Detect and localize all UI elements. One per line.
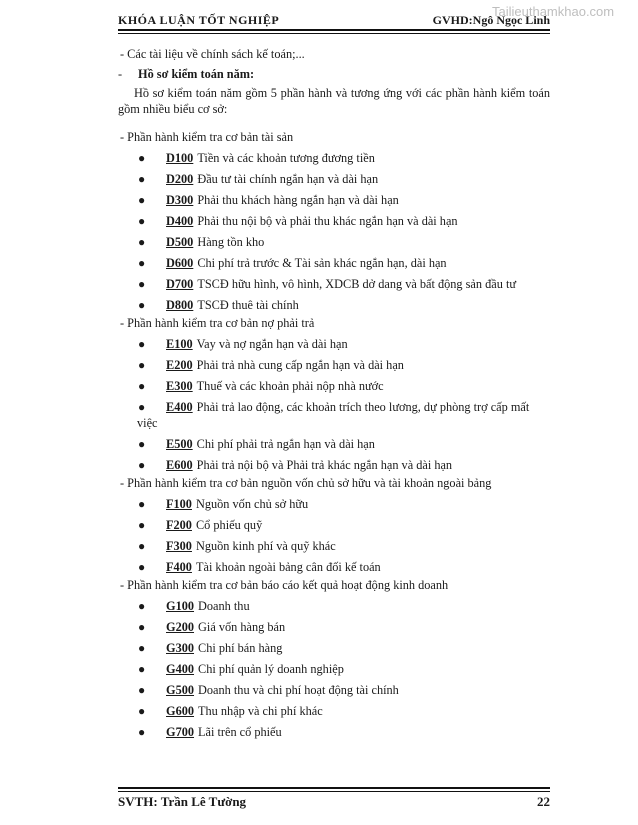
section-title: - Phần hành kiểm tra cơ bản nguồn vốn chủ sở hữu và tài khoản ngoài bảng (120, 476, 492, 491)
section-title: - Phần hành kiểm tra cơ bản báo cáo kết quả hoạt động kinh doanh (120, 578, 449, 593)
list-item (118, 150, 550, 166)
item-text: Chi phí bán hàng (198, 641, 283, 656)
list-item (118, 336, 550, 352)
list-item (118, 276, 550, 292)
bullet-icon: ● (138, 400, 146, 415)
item-text: Phải trả nhà cung cấp ngắn hạn và dài hạn (196, 358, 404, 373)
item-text: Phải thu nội bộ và phải thu khác ngắn hạn và dài hạn (197, 214, 458, 229)
page-body (118, 46, 550, 740)
item-code: G700 (166, 725, 195, 740)
item-code: E500 (166, 437, 193, 452)
item-code: G100 (166, 599, 195, 614)
bullet-icon: ● (138, 437, 146, 452)
bullet-icon: ● (138, 662, 146, 677)
item-text: Hàng tồn kho (197, 235, 265, 250)
list-item (118, 598, 550, 614)
list-item (118, 255, 550, 271)
item-code: E400 (166, 400, 193, 415)
item-list (118, 598, 550, 740)
item-code: G400 (166, 662, 195, 677)
item-text: TSCĐ thuê tài chính (197, 298, 299, 313)
item-text: Chi phí trả trước & Tài sản khác ngắn hạn, dài hạn (197, 256, 447, 271)
item-text: Phải thu khách hàng ngắn hạn và dài hạn (197, 193, 399, 208)
item-list (118, 496, 550, 575)
bullet-icon: ● (138, 539, 146, 554)
item-text: Nguồn kinh phí và quỹ khác (195, 539, 336, 554)
section-block (118, 475, 550, 575)
footer-rule-thick (118, 787, 550, 789)
list-item (118, 192, 550, 208)
list-item (118, 234, 550, 250)
item-text: TSCĐ hữu hình, vô hình, XDCB dở dang và bất động sản đầu tư (197, 277, 517, 292)
item-code: E100 (166, 337, 193, 352)
bullet-icon: ● (138, 256, 146, 271)
item-code: D200 (166, 172, 194, 187)
bullet-icon: ● (138, 599, 146, 614)
item-text-continuation: việc (137, 416, 158, 431)
header-rule-thick (118, 29, 550, 31)
section-block (118, 129, 550, 313)
item-text: Cổ phiếu quỹ (195, 518, 263, 533)
item-text: Thuế và các khoản phải nộp nhà nước (196, 379, 384, 394)
list-item (118, 357, 550, 373)
list-item (118, 457, 550, 473)
item-text: Vay và nợ ngắn hạn và dài hạn (196, 337, 348, 352)
bullet-icon: ● (138, 497, 146, 512)
header-advisor: GVHD:Ngô Ngọc Linh (432, 13, 550, 27)
section-heading (118, 66, 550, 82)
item-code: D800 (166, 298, 194, 313)
header-rule-thin (118, 33, 550, 34)
footer-student: SVTH: Trần Lê Tường (118, 794, 247, 809)
item-text: Thu nhập và chi phí khác (198, 704, 323, 719)
item-list (118, 336, 550, 473)
item-text: Chi phí quản lý doanh nghiệp (198, 662, 344, 677)
item-code: D600 (166, 256, 194, 271)
footer-rule-thin (118, 791, 550, 792)
item-code: E600 (166, 458, 193, 473)
bullet-icon: ● (138, 151, 146, 166)
bullet-icon: ● (138, 518, 146, 533)
list-item (118, 559, 550, 575)
list-item (118, 703, 550, 719)
list-item (118, 171, 550, 187)
bullet-icon: ● (138, 458, 146, 473)
heading-dash: - (118, 67, 123, 81)
bullet-icon: ● (138, 277, 146, 292)
item-code: F400 (166, 560, 192, 575)
bullet-icon: ● (138, 683, 146, 698)
list-item (118, 682, 550, 698)
item-list (118, 150, 550, 313)
item-code: F300 (166, 539, 192, 554)
list-item (118, 724, 550, 740)
item-text: Giá vốn hàng bán (198, 620, 286, 635)
list-item (118, 399, 550, 431)
bullet-icon: ● (138, 620, 146, 635)
list-item (118, 661, 550, 677)
header-thesis-title: KHÓA LUẬN TỐT NGHIỆP (118, 13, 280, 27)
body-paragraph: Hồ sơ kiểm toán năm gồm 5 phần hành và tương ứng với các phần hành kiểm toán gồm nhiều biểu cơ sở: (118, 86, 550, 116)
bullet-icon: ● (138, 379, 146, 394)
item-text: Chi phí phải trả ngắn hạn và dài hạn (196, 437, 375, 452)
section-block (118, 577, 550, 740)
list-item (118, 538, 550, 554)
page-number: 22 (537, 794, 550, 809)
item-code: D400 (166, 214, 194, 229)
bullet-icon: ● (138, 358, 146, 373)
item-text: Doanh thu (198, 599, 250, 614)
section-title: - Phần hành kiểm tra cơ bản nợ phải trả (120, 316, 315, 331)
heading-text: Hồ sơ kiểm toán năm: (138, 67, 255, 81)
item-code: D700 (166, 277, 194, 292)
bullet-icon: ● (138, 337, 146, 352)
bullet-icon: ● (138, 235, 146, 250)
item-code: D500 (166, 235, 194, 250)
item-text: Doanh thu và chi phí hoạt động tài chính (198, 683, 399, 698)
list-item (118, 517, 550, 533)
item-code: G200 (166, 620, 195, 635)
list-item (118, 378, 550, 394)
item-text: Tài khoản ngoài bảng cân đối kế toán (195, 560, 381, 575)
list-item (118, 619, 550, 635)
bullet-icon: ● (138, 641, 146, 656)
bullet-icon: ● (138, 560, 146, 575)
item-code: E200 (166, 358, 193, 373)
intro-line: - Các tài liệu về chính sách kế toán;... (120, 47, 305, 61)
item-text: Đầu tư tài chính ngắn hạn và dài hạn (197, 172, 379, 187)
bullet-icon: ● (138, 704, 146, 719)
list-item (118, 436, 550, 452)
bullet-icon: ● (138, 172, 146, 187)
item-code: E300 (166, 379, 193, 394)
item-code: F200 (166, 518, 192, 533)
page-header (118, 10, 550, 30)
list-item (118, 213, 550, 229)
item-text: Phải trả lao động, các khoản trích theo lương, dự phòng trợ cấp mất (196, 400, 530, 415)
list-item (118, 297, 550, 313)
item-code: D100 (166, 151, 194, 166)
bullet-icon: ● (138, 298, 146, 313)
item-code: G300 (166, 641, 195, 656)
section-title: - Phần hành kiểm tra cơ bản tài sản (120, 130, 294, 145)
bullet-icon: ● (138, 725, 146, 740)
item-text: Nguồn vốn chủ sở hữu (195, 497, 309, 512)
item-code: G500 (166, 683, 195, 698)
item-text: Tiền và các khoản tương đương tiền (197, 151, 375, 166)
item-text: Phải trả nội bộ và Phải trả khác ngắn hạn và dài hạn (196, 458, 453, 473)
item-text: Lãi trên cổ phiếu (198, 725, 282, 740)
bullet-icon: ● (138, 214, 146, 229)
section-block (118, 315, 550, 473)
watermark: Tailieuthamkhao.com (492, 4, 615, 19)
sections-container (118, 129, 550, 740)
list-item (118, 640, 550, 656)
item-code: D300 (166, 193, 194, 208)
bullet-icon: ● (138, 193, 146, 208)
list-item (118, 496, 550, 512)
item-code: G600 (166, 704, 195, 719)
item-code: F100 (166, 497, 192, 512)
